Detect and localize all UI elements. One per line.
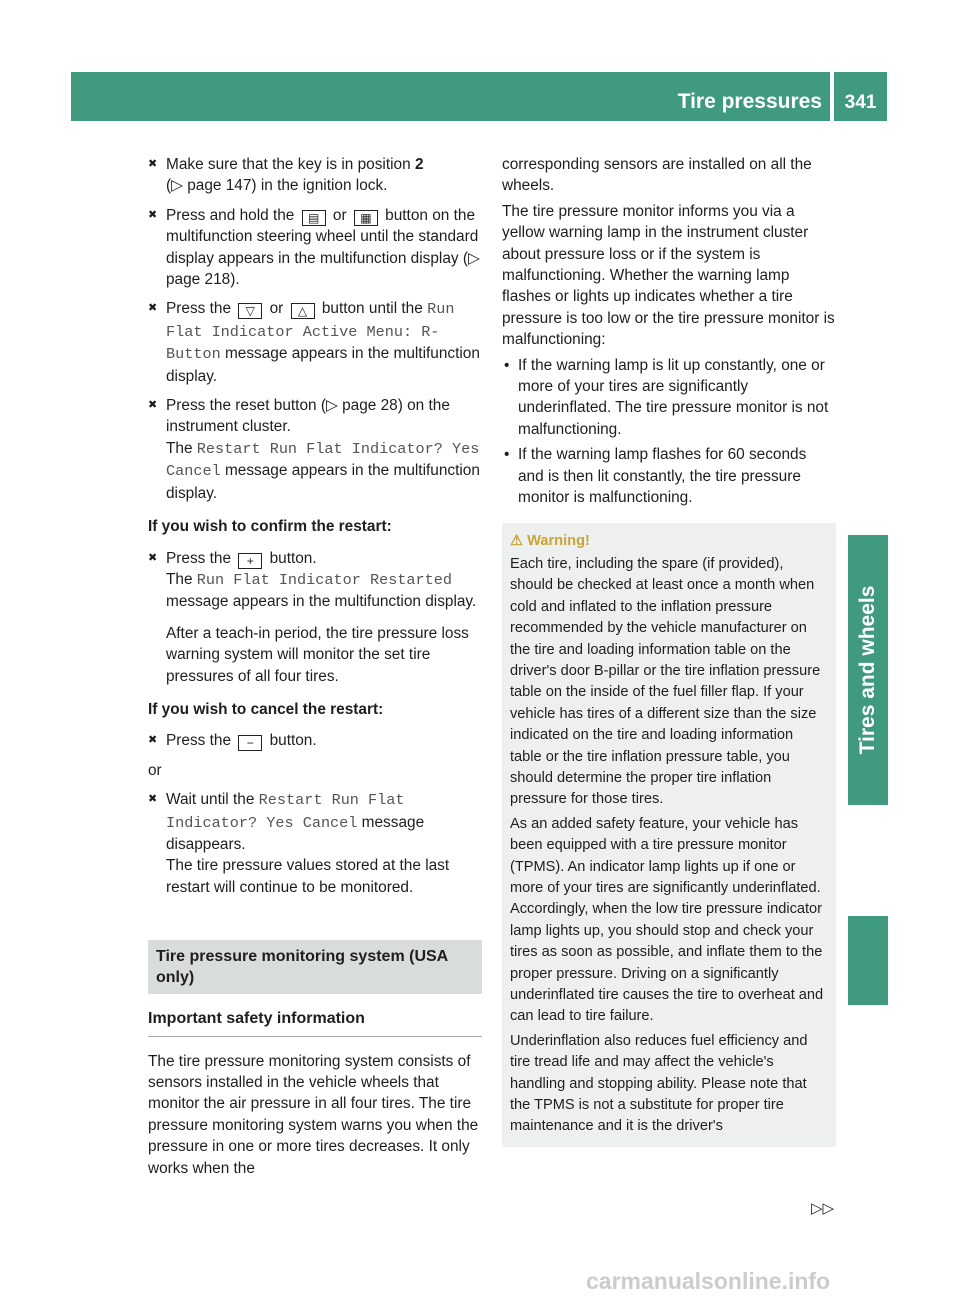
warning-title: ⚠ Warning!: [510, 532, 590, 549]
warning-paragraph-3: Underinflation also reduces fuel efficiency and tire tread life and may affect the vehicle's handling and stopping ability. Please note that the TPMS is not a substitute for proper tire maintenance and it is the driver's: [510, 1032, 808, 1135]
plus-icon: +: [238, 553, 262, 569]
bullet-flashes: • If the warning lamp flashes for 60 seconds and is then lit constantly, the tire pressure monitor is malfunctioning.: [502, 444, 836, 508]
side-tab-label: Tires and wheels: [856, 585, 879, 755]
right-column: [502, 154, 836, 1147]
arrow-down-icon: ▽: [238, 303, 262, 319]
bullet-lit-constantly: • If the warning lamp is lit up constantly, one or more of your tires are significantly underinflated. The tire pressure monitor is not malfunctioning.: [502, 355, 836, 441]
page-title: Tire pressures: [677, 90, 822, 113]
step-wait: ✖ Wait until the Restart Run Flat Indicator? Yes Cancel message disappears. The tire pressure values stored at the last restart will continue to be monitored.: [148, 789, 482, 898]
continue-arrows-icon: ▷▷: [811, 1200, 835, 1217]
or-text: or: [148, 761, 162, 779]
safety-heading: Important safety information: [148, 1008, 482, 1036]
warning-triangle-icon: ⚠: [510, 532, 524, 549]
cancel-heading: If you wish to cancel the restart:: [148, 700, 384, 718]
monitor-paragraph: The tire pressure monitor informs you via a yellow warning lamp in the instrument cluster about pressure loss or if the system is malfunctioning. Whether the warning lamp flashes or lights up indicates whether a tire pressure is too low or the tire pressure monitor is malfunctioning:: [502, 202, 835, 349]
left-column: [148, 154, 482, 1179]
step-reset-button: ✖ Press the reset button (▷ page 28) on the instrument cluster. The Restart Run Flat Indicator? Yes Cancel message appears in the multifunction display.: [148, 395, 482, 504]
side-square: [848, 916, 888, 1005]
step-press-hold: ✖ Press and hold the ▤ or ▦ button on the multifunction steering wheel until the standard display appears in the multifunction display (▷ page 218).: [148, 205, 482, 291]
arrow-up-icon: △: [291, 303, 315, 319]
warning-box: [502, 523, 836, 1147]
intro-paragraph: The tire pressure monitoring system consists of sensors installed in the vehicle wheels that monitor the air pressure in all four tires. The tire pressure monitoring system warns you when the pressure in one or more tires decreases. It only works when the: [148, 1052, 479, 1177]
confirm-heading: If you wish to confirm the restart:: [148, 518, 392, 536]
warning-paragraph-1: Each tire, including the spare (if provided), should be checked at least once a month when cold and inflated to the inflation pressure recommended by the vehicle manufacturer on the tire and loading information table on the driver's door B-pillar or the tire inflation pressure table on the inside of the fuel filler flap. If your vehicle has tires of a different size than the size indicated on the tire and loading information table or the tire inflation pressure table, you should determine the proper tire inflation pressure for those tires.: [510, 555, 821, 808]
watermark: carmanualsonline.info: [586, 1268, 831, 1294]
section-title: Tire pressure monitoring system (USA only): [148, 940, 482, 994]
display-forward-icon: ▦: [354, 210, 378, 226]
warning-paragraph-2: As an added safety feature, your vehicle has been equipped with a tire pressure monitor (TPMS). An indicator lamp lights up if one or more of your tires are significantly underinflated. Accordingly, when the low tire pressure indicator lamp lights up, you should stop and check your tires as soon as possible, and inflate them to the proper pressure. Driving on a significantly underinflated tire causes the tire to overheat and can lead to tire failure.: [510, 815, 824, 1025]
display-back-icon: ▤: [302, 210, 326, 226]
step-press-up-down: ✖ Press the ▽ or △ button until the Run Flat Indicator Active Menu: R-Button message appears in the multifunction display.: [148, 298, 482, 387]
page-number: 341: [844, 92, 877, 113]
minus-icon: −: [238, 735, 262, 751]
step-confirm: ✖ Press the + button. The Run Flat Indicator Restarted message appears in the multifunction display. After a teach-in period, the tire pressure loss warning system will monitor the set tire pressures of all four tires.: [148, 548, 482, 687]
step-key-position: ✖ Make sure that the key is in position 2 (▷ page 147) in the ignition lock.: [148, 154, 482, 197]
step-cancel: ✖ Press the − button.: [148, 730, 482, 751]
continued-paragraph: corresponding sensors are installed on all the wheels.: [502, 156, 812, 195]
